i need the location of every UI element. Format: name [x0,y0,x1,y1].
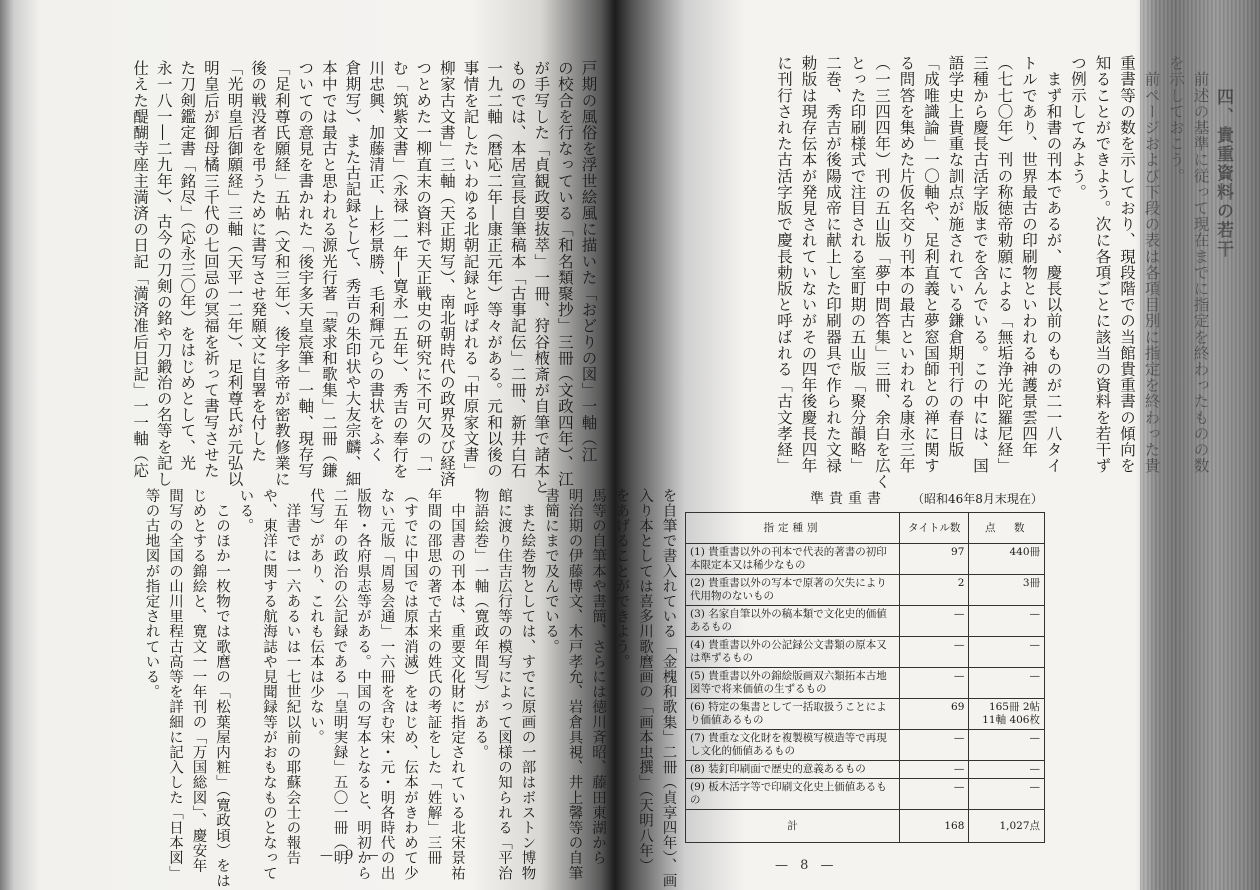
cell-titles: — [900,637,969,668]
text-column: まず和書の刊本であるが、慶長以前のものが二一八タイ [1044,55,1063,474]
text-column: トルであり、世界最古の印刷物といわれる神護景雲四年 [1020,55,1038,458]
text-column: いる。 [237,488,254,534]
text-column: 館に渡り住吉広行等の模写によって図様の知られる「平治 [496,488,512,881]
cell-count: — [969,637,1045,668]
designation-table [685,512,1045,843]
text-column: む「筑紫文書」（永禄一一年―寛永一五年）、秀吉の奉行を [390,60,409,480]
cell-category: (8) 装釘印刷面で歴史的意義あるもの [686,761,900,779]
text-column: 間写の全国の山川里程古高等を詳細に記入した「日本図」 [167,488,183,881]
text-column: 柳家古文書」三軸（天正期写）、南北朝時代の政界及び経済 [437,60,456,487]
text-column: つとめた一柳直末の資料で天正戦史の研究に不可欠の「一 [414,60,433,479]
text-column: る問答を集めた片仮名交り刊本の最古といわれる康永三年 [897,55,916,474]
table-row [686,761,1045,779]
cell-titles: 69 [900,699,969,730]
table-body [686,544,1045,810]
text-column: 重書等の数を示しており、現段階での当館貴重書の傾向を [1118,55,1136,474]
text-column: 勅版は現存伝本が発見されていないがその四年後慶長四年 [799,55,818,474]
text-column: 「足利尊氏願経」五帖（文和三年）、後宇多帝が密教修業に [272,60,291,487]
cell-category: (2) 貴重書以外の写本で原著の欠失により代用物のないもの [686,575,900,606]
table-row [686,668,1045,699]
total-count: 1,027点 [969,810,1045,843]
header-titles: タイトル数 [900,513,969,544]
text-column: をあげることができよう。 [613,488,630,670]
text-column: 版物・各府県志等がある。中国の写本となると、明初から [355,488,371,881]
text-column: た刀剣鑑定書「銘尽」（応永三〇年）をはじめとして、光 [178,60,197,471]
text-column: 本中では最古と思われる源光行著「蒙求和歌集」二冊（鎌 [319,60,338,479]
total-titles: 168 [900,810,969,843]
text-column: 洋書では一六あるいは一七世紀以前の耶蘇会士の報告 [284,488,301,866]
text-column: 「成唯識論」一〇軸や、足利直義と夢窓国師との禅に関す [922,55,940,474]
table-row [686,699,1045,730]
page-number-right: — 8 — [775,858,838,873]
text-column: 二五年の政治の公記録である「皇明実録」五〇一冊（明 [331,488,348,866]
cell-count: 440冊 [969,544,1045,575]
cell-category: (7) 貴重な文化財を複製模写模造等で再現し文化的価値あるもの [686,730,900,761]
text-column: 入り本としては喜多川歌麿画の「画本虫撰」（天明八年） [637,488,653,874]
text-column: が手写した「貞観政要抜萃」一冊、狩谷棭斎が自筆で諸本と [532,60,551,495]
text-column: 戸期の風俗を浮世絵風に描いた「おどりの図」一軸（江 [579,60,598,463]
table-header-row [686,513,1045,544]
table-row [686,575,1045,606]
text-column: 事情を記したいわゆる北朝記録と呼ばれる「中原家文書」 [461,60,480,479]
text-column: 倉期写）、また古記録として、秀吉の朱印状や大友宗麟、細 [343,60,362,487]
text-column: 二巻、秀吉が後陽成帝に献上した印刷器具で作られた文禄 [824,55,842,474]
cell-titles: — [900,606,969,637]
cell-count: — [969,730,1045,761]
cell-titles: 97 [900,544,969,575]
text-column: 知ることができよう。次に各項ごとに該当の資料を若干ず [1093,55,1112,474]
cell-titles: 2 [900,575,969,606]
table-row [686,637,1045,668]
text-column: （七七〇年）刊の称徳帝勅願による「無垢浄光陀羅尼経」 [995,55,1014,474]
text-column: 仕えた醍醐寺座主満済の日記「満済准后日記」一一軸（応 [131,60,150,479]
cell-category: (9) 板木活字等で印刷文化史上価値あるもの [686,779,900,810]
cell-category: (4) 貴重書以外の公記録公文書類の原本又は準ずるもの [686,637,900,668]
page-number-left: — 9 — [320,848,383,863]
text-column: 川忠興、加藤清正、上杉景勝、毛利輝元らの書状をふく [367,60,386,463]
text-column: の校合を行なっている「和名類聚抄」三冊（文政四年）、江 [555,60,574,487]
text-column: ない元版「周易会通」一六冊を含む宋・元・明各時代の出 [378,488,395,881]
table-row [686,779,1045,810]
text-column: じめとする錦絵と、寛文一一年刊の「万国総図」、慶安年 [190,488,207,874]
text-column: とった印刷様式で注目される室町期の五山版「聚分韻略」 [848,55,867,474]
text-column: 「光明皇后御願経」三軸（天平一二年）、足利尊氏が元弘以 [225,60,244,487]
cell-count: — [969,761,1045,779]
cell-count: 165冊 2帖 11軸 406枚 [969,699,1045,730]
cell-category: (5) 貴重書以外の錦絵版画双六類拓本古地図等で将来価値の生ずるもの [686,668,900,699]
cell-category: (6) 特定の集書として一括取扱うことにより価値あるもの [686,699,900,730]
text-column: また絵巻物としては、すでに原画の一部はボストン博物 [519,488,536,881]
text-column: に刊行された古活字版で慶長勅版と呼ばれる「古文孝経」 [775,55,793,474]
cell-titles: — [900,761,969,779]
text-column: 中国書の刊本は、重要文化財に指定されている北宋景祐 [449,488,465,881]
cell-count: — [969,606,1045,637]
cell-category: (3) 名家自筆以外の稿本類で文化史的価値あるもの [686,606,900,637]
cell-count: — [969,668,1045,699]
text-column: 語学史上貴重な訓点が施されている鎌倉期刊行の春日版 [946,55,965,458]
text-column: 書簡にまで及んでいる。 [543,488,559,655]
text-column: 等の古地図が指定されている。 [143,488,160,700]
page-edge-stack [1140,0,1260,890]
text-column: 代写）があり、これも伝本は少ない。 [308,488,324,745]
table-row [686,606,1045,637]
table-date: （昭和46年8月末現在） [912,492,1043,506]
text-column: や、東洋に関する航海誌や見聞録等がおもなものとなって [261,488,277,881]
header-category: 指定種別 [686,513,900,544]
cell-category: (1) 貴重書以外の刊本で代表的著書の初印本限定本又は稀少なもの [686,544,900,575]
text-column: を自筆で書入れている「金槐和歌集」二冊（貞享四年）、画 [660,488,677,889]
table-total-row [686,810,1045,843]
text-column: つ例示してみよう。 [1069,55,1087,200]
text-column: 後の戦没者を弔うために書写させ発願文に自署を付した [249,60,268,463]
table-title: 準貴重書 [810,491,886,507]
text-column: （一三四四年）刊の五山版「夢中問答集」三冊、余白を広く [873,55,891,490]
cell-count: — [969,779,1045,810]
header-count: 点 数 [969,513,1045,544]
total-label: 計 [686,810,900,843]
text-column: 年間の邵思の著で古来の姓氏の考証をした「姓解」三冊 [425,488,442,866]
text-column: ついての意見を書かれた「後宇多天皇宸筆」一軸、現存写 [296,60,315,479]
text-column: 一九二軸（暦応二年―康正元年）等々がある。元和以後の [485,60,504,479]
table-row [686,544,1045,575]
text-column: 物語絵巻」一軸（寛政年間写）がある。 [472,488,489,760]
text-column: 明皇后が御母橘三千代の七回忌の冥福を祈って書写させた [201,60,220,479]
text-column: 馬等の自筆本や書簡、さらには徳川斉昭、藤田東湖から [590,488,606,866]
text-column: ものでは、本居宣長自筆稿本「古事記伝」二冊、新井白石 [508,60,527,479]
text-column: このほか一枚物では歌麿の「松葉屋内粧」（寛政頃）をは [214,488,230,889]
text-column: 永一八一―二九年）、古今の刀剣の銘や刀鍛治の名等を記し [154,60,173,487]
cell-titles: — [900,779,969,810]
cell-titles: — [900,668,969,699]
text-column: 明治期の伊藤博文、木戸孝允、岩倉具視、井上馨等の自筆 [566,488,583,881]
cell-titles: — [900,730,969,761]
table-row [686,730,1045,761]
text-column: 三種から慶長古活字版までを含んでいる。この中には、国 [971,55,989,474]
cell-count: 3冊 [969,575,1045,606]
text-column: （すでに中国では原本消滅）をはじめ、伝本がきわめて少 [402,488,418,881]
